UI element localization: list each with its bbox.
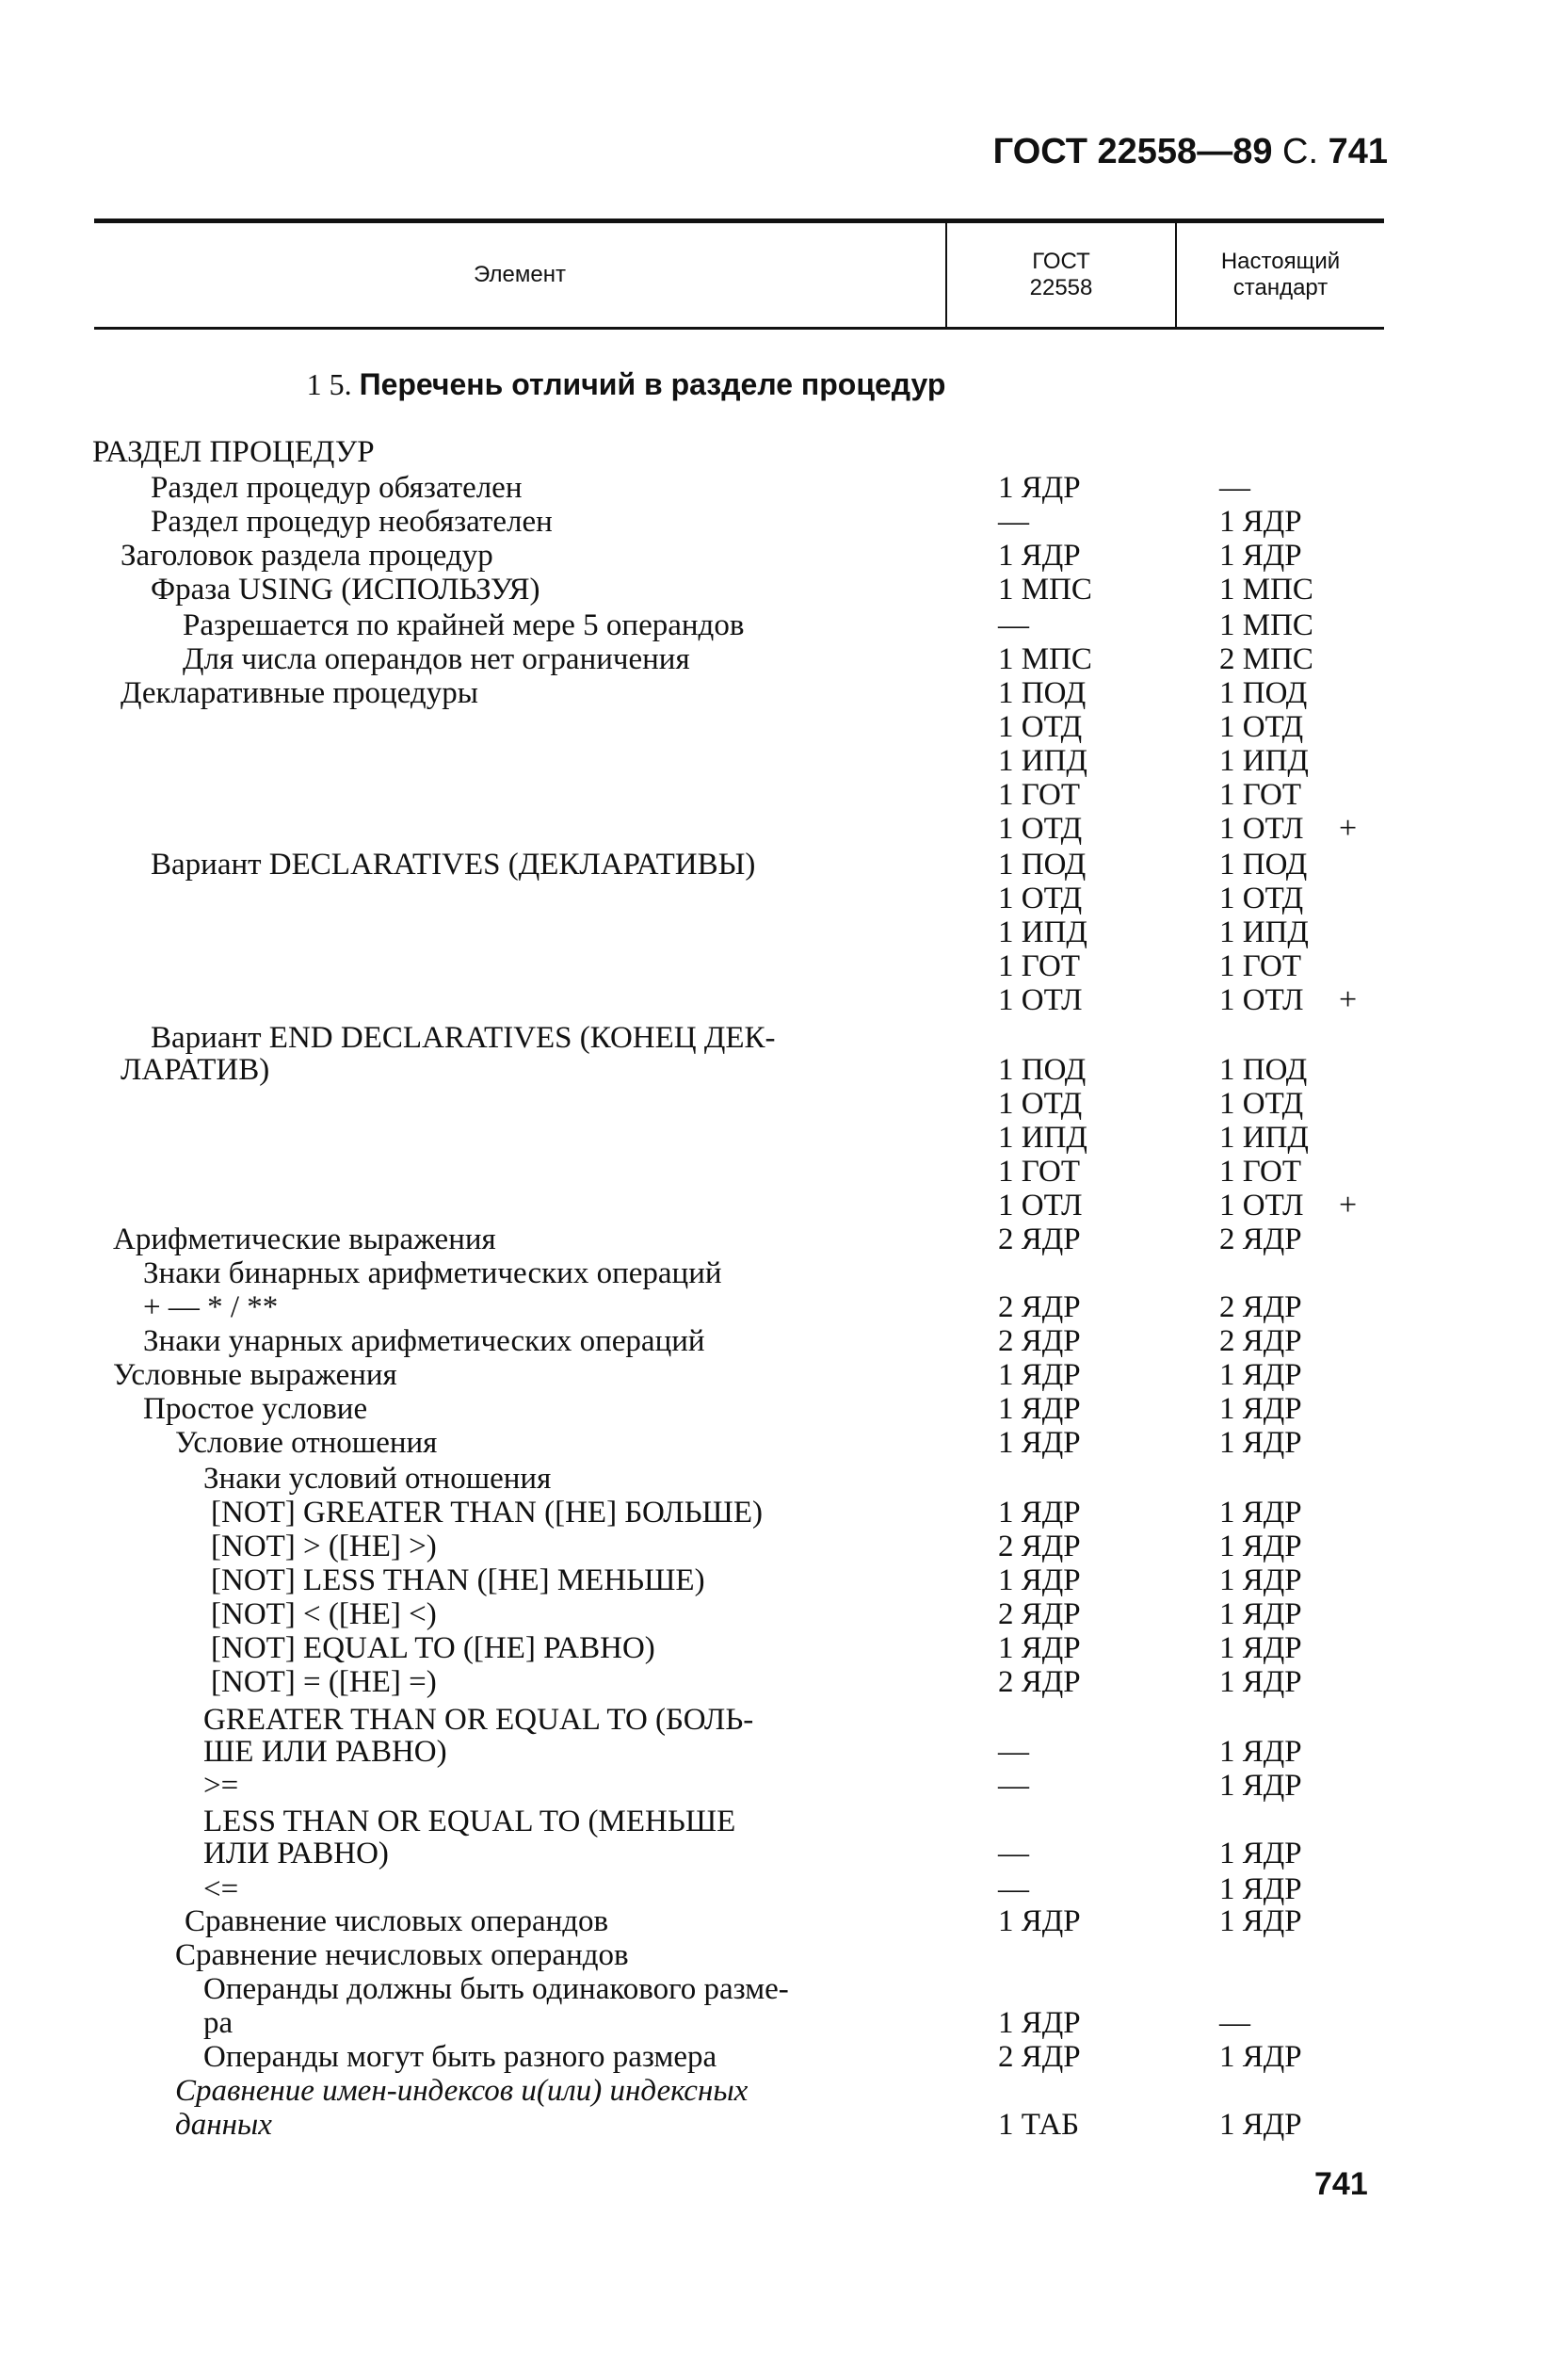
element-name: LESS THAN OR EQUAL TO (МЕНЬШЕ xyxy=(203,1805,736,1838)
plus-mark: + xyxy=(1339,811,1358,846)
table-row xyxy=(0,710,1546,744)
element-name: [NOT] < ([НЕ] <) xyxy=(211,1597,437,1631)
element-name: [NOT] LESS THAN ([НЕ] МЕНЬШЕ) xyxy=(211,1563,705,1597)
table-row xyxy=(0,2040,1546,2074)
element-name: ИЛИ РАВНО) xyxy=(203,1837,389,1870)
element-name: Вариант DECLARATIVES (ДЕКЛАРАТИВЫ) xyxy=(151,848,756,882)
current-level: 1 ЯДР xyxy=(1219,539,1302,573)
table-row xyxy=(0,1222,1546,1256)
current-level: 1 ЯДР xyxy=(1219,1496,1302,1530)
current-level: 1 ОТЛ xyxy=(1219,983,1304,1017)
element-name: <= xyxy=(203,1872,239,1906)
current-level: 1 ОТЛ xyxy=(1219,812,1304,846)
gost-level: 1 ОТЛ xyxy=(998,983,1083,1017)
element-name: + — * / ** xyxy=(143,1290,279,1324)
gost-level: 1 ЯДР xyxy=(998,1426,1081,1460)
page-header xyxy=(993,132,1388,172)
current-level: 1 ЯДР xyxy=(1219,1563,1302,1597)
table-row xyxy=(0,812,1546,846)
gost-level: 1 МПС xyxy=(998,642,1092,676)
current-level: 2 ЯДР xyxy=(1219,1222,1302,1256)
current-level: 1 ОТД xyxy=(1219,1087,1304,1121)
gost-level: 1 ЯДР xyxy=(998,1392,1081,1426)
table-row xyxy=(0,1805,1546,1838)
gost-level: 1 ПОД xyxy=(998,848,1087,882)
current-level: 1 ЯДР xyxy=(1219,1392,1302,1426)
gost-level: — xyxy=(998,1769,1029,1803)
current-level: 1 ЯДР xyxy=(1219,2108,1302,2142)
element-name: >= xyxy=(203,1769,239,1803)
gost-level: 2 ЯДР xyxy=(998,1222,1081,1256)
element-name: Операнды могут быть разного размера xyxy=(203,2040,717,2074)
gost-level: 1 ЯДР xyxy=(998,1631,1081,1665)
current-level: 1 ПОД xyxy=(1219,1053,1308,1087)
gost-level: 1 ЯДР xyxy=(998,1496,1081,1530)
gost-level: 1 ЯДР xyxy=(998,1904,1081,1938)
current-level: 1 МПС xyxy=(1219,608,1313,642)
element-name: Знаки унарных арифметических операций xyxy=(143,1324,705,1358)
current-level: 1 ОТЛ xyxy=(1219,1189,1304,1222)
current-level: 1 ЯДР xyxy=(1219,1904,1302,1938)
table-row xyxy=(0,1597,1546,1631)
element-name: [NOT] EQUAL TO ([НЕ] РАВНО) xyxy=(211,1631,655,1665)
table-row xyxy=(0,435,1546,469)
gost-level: 1 ОТД xyxy=(998,1087,1083,1121)
gost-level: 1 ЯДР xyxy=(998,471,1081,505)
table-row xyxy=(0,1358,1546,1392)
element-name: [NOT] GREATER THAN ([НЕ] БОЛЬШЕ) xyxy=(211,1496,763,1530)
table-row xyxy=(0,1563,1546,1597)
element-name: РАЗДЕЛ ПРОЦЕДУР xyxy=(92,435,375,469)
table-row xyxy=(0,1904,1546,1938)
gost-level: 2 ЯДР xyxy=(998,1665,1081,1699)
table-row xyxy=(0,1769,1546,1803)
gost-level: 2 ЯДР xyxy=(998,1530,1081,1563)
table-row xyxy=(0,848,1546,882)
current-level: — xyxy=(1219,2006,1250,2040)
page-prefix: С. xyxy=(1282,132,1319,171)
table-row xyxy=(0,1735,1546,1769)
current-level: 1 ЯДР xyxy=(1219,1837,1302,1870)
table-row xyxy=(0,505,1546,539)
gost-level: — xyxy=(998,505,1029,539)
table-row xyxy=(0,1631,1546,1665)
element-name: ра xyxy=(203,2006,234,2040)
element-name: Разрешается по крайней мере 5 операндов xyxy=(183,608,745,642)
plus-mark: + xyxy=(1339,982,1358,1017)
table-row xyxy=(0,1392,1546,1426)
table-row xyxy=(0,882,1546,915)
current-level: 1 ЯДР xyxy=(1219,2040,1302,2074)
plus-mark: + xyxy=(1339,1188,1358,1222)
current-level: 1 ИПД xyxy=(1219,1121,1309,1155)
gost-level: — xyxy=(998,1735,1029,1769)
element-name: Знаки условий отношения xyxy=(203,1462,552,1496)
current-level: 2 ЯДР xyxy=(1219,1324,1302,1358)
section-number: 1 5. xyxy=(306,367,352,401)
table-row xyxy=(0,1087,1546,1121)
table-row xyxy=(0,539,1546,573)
gost-level: 1 ГОТ xyxy=(998,1155,1080,1189)
table-row xyxy=(0,471,1546,505)
table-row xyxy=(0,1972,1546,2006)
gost-level: 1 ИПД xyxy=(998,915,1087,949)
element-name: Для числа операндов нет ограничения xyxy=(183,642,690,676)
gost-level: 1 ГОТ xyxy=(998,949,1080,983)
element-name: Заголовок раздела процедур xyxy=(121,539,493,573)
current-level: 1 ЯДР xyxy=(1219,1358,1302,1392)
gost-level: 1 ГОТ xyxy=(998,778,1080,812)
gost-level: 1 ОТД xyxy=(998,882,1083,915)
header-page-number: 741 xyxy=(1328,132,1388,171)
gost-level: 1 ОТЛ xyxy=(998,1189,1083,1222)
gost-level: — xyxy=(998,608,1029,642)
current-level: 1 ЯДР xyxy=(1219,1530,1302,1563)
table-row xyxy=(0,2006,1546,2040)
table-row xyxy=(0,1665,1546,1699)
table-row xyxy=(0,983,1546,1017)
current-level: 1 ОТД xyxy=(1219,710,1304,744)
table-row xyxy=(0,2108,1546,2142)
current-level: 1 ЯДР xyxy=(1219,1597,1302,1631)
element-name: Знаки бинарных арифметических операций xyxy=(143,1256,722,1290)
current-level: 1 ИПД xyxy=(1219,744,1309,778)
element-name: Операнды должны быть одинакового разме- xyxy=(203,1972,789,2006)
element-name: Простое условие xyxy=(143,1392,368,1426)
column-gost: ГОСТ 22558 xyxy=(947,223,1177,327)
element-name: ЛАРАТИВ) xyxy=(121,1053,270,1087)
table-header xyxy=(94,219,1384,330)
gost-level: 1 ОТД xyxy=(998,812,1083,846)
table-row xyxy=(0,573,1546,607)
element-name: Арифметические выражения xyxy=(113,1222,496,1256)
current-level: 1 ПОД xyxy=(1219,848,1308,882)
current-level: 1 ЯДР xyxy=(1219,1735,1302,1769)
table-row xyxy=(0,744,1546,778)
current-level: 1 ОТД xyxy=(1219,882,1304,915)
element-name: [NOT] > ([НЕ] >) xyxy=(211,1530,437,1563)
current-level: 1 ЯДР xyxy=(1219,1426,1302,1460)
current-level: 1 ЯДР xyxy=(1219,1872,1302,1906)
current-level: 1 ЯДР xyxy=(1219,505,1302,539)
table-row xyxy=(0,1496,1546,1530)
element-name: Условие отношения xyxy=(175,1426,438,1460)
current-level: 1 ГОТ xyxy=(1219,778,1301,812)
table-row xyxy=(0,1530,1546,1563)
standard-code: ГОСТ 22558—89 xyxy=(992,132,1273,171)
gost-level: 2 ЯДР xyxy=(998,1597,1081,1631)
current-level: 1 ЯДР xyxy=(1219,1631,1302,1665)
table-row xyxy=(0,778,1546,812)
table-row xyxy=(0,608,1546,642)
element-name: Вариант END DECLARATIVES (КОНЕЦ ДЕК- xyxy=(151,1021,776,1055)
table-row xyxy=(0,1426,1546,1460)
gost-level: 2 ЯДР xyxy=(998,1324,1081,1358)
table-row xyxy=(0,1021,1546,1055)
gost-level: 1 МПС xyxy=(998,573,1092,607)
element-name: Раздел процедур необязателен xyxy=(151,505,553,539)
element-name: [NOT] = ([НЕ] =) xyxy=(211,1665,437,1699)
gost-level: 1 ПОД xyxy=(998,676,1087,710)
element-name: данных xyxy=(175,2108,272,2142)
table-row xyxy=(0,676,1546,710)
gost-level: — xyxy=(998,1837,1029,1870)
table-row xyxy=(0,1462,1546,1496)
section-heading: Перечень отличий в разделе процедур xyxy=(359,367,946,401)
element-name: Сравнение имен-индексов и(или) индексных xyxy=(175,2074,749,2108)
element-name: Сравнение числовых операндов xyxy=(185,1904,609,1938)
table-row xyxy=(0,915,1546,949)
table-row xyxy=(0,1872,1546,1906)
table-row xyxy=(0,1189,1546,1222)
page-number: 741 xyxy=(1314,2166,1368,2202)
table-row xyxy=(0,1053,1546,1087)
column-element: Элемент xyxy=(94,223,947,327)
current-level: 1 ЯДР xyxy=(1219,1769,1302,1803)
element-name: ШЕ ИЛИ РАВНО) xyxy=(203,1735,447,1769)
current-level: 2 ЯДР xyxy=(1219,1290,1302,1324)
gost-level: 2 ЯДР xyxy=(998,2040,1081,2074)
table-row xyxy=(0,1256,1546,1290)
current-level: 1 ПОД xyxy=(1219,676,1308,710)
section-title xyxy=(0,367,1252,402)
column-current-standard: Настоящий стандарт xyxy=(1220,249,1341,300)
current-level: 1 ГОТ xyxy=(1219,949,1301,983)
table-row xyxy=(0,642,1546,676)
gost-level: — xyxy=(998,1872,1029,1906)
element-name: Условные выражения xyxy=(113,1358,397,1392)
table-row xyxy=(0,1938,1546,1972)
gost-level: 1 ОТД xyxy=(998,710,1083,744)
gost-level: 1 ПОД xyxy=(998,1053,1087,1087)
current-level: 1 ГОТ xyxy=(1219,1155,1301,1189)
table-row xyxy=(0,1837,1546,1870)
gost-level: 1 ТАБ xyxy=(998,2108,1080,2142)
element-name: Раздел процедур обязателен xyxy=(151,471,523,505)
table-row xyxy=(0,949,1546,983)
current-level: 1 ЯДР xyxy=(1219,1665,1302,1699)
table-row xyxy=(0,1121,1546,1155)
element-name: Сравнение нечисловых операндов xyxy=(175,1938,629,1972)
gost-level: 1 ЯДР xyxy=(998,2006,1081,2040)
table-row xyxy=(0,1290,1546,1324)
current-level: 1 ИПД xyxy=(1219,915,1309,949)
current-level: 2 МПС xyxy=(1219,642,1313,676)
table-row xyxy=(0,1155,1546,1189)
gost-level: 1 ИПД xyxy=(998,744,1087,778)
element-name: GREATER THAN OR EQUAL TO (БОЛЬ- xyxy=(203,1703,754,1737)
gost-level: 1 ЯДР xyxy=(998,1358,1081,1392)
gost-level: 1 ЯДР xyxy=(998,539,1081,573)
table-row xyxy=(0,1703,1546,1737)
table-row xyxy=(0,2074,1546,2108)
gost-level: 1 ИПД xyxy=(998,1121,1087,1155)
element-name: Декларативные процедуры xyxy=(121,676,478,710)
gost-level: 1 ЯДР xyxy=(998,1563,1081,1597)
current-level: — xyxy=(1219,471,1250,505)
gost-level: 2 ЯДР xyxy=(998,1290,1081,1324)
table-row xyxy=(0,1324,1546,1358)
current-level: 1 МПС xyxy=(1219,573,1313,607)
element-name: Фраза USING (ИСПОЛЬЗУЯ) xyxy=(151,573,540,607)
